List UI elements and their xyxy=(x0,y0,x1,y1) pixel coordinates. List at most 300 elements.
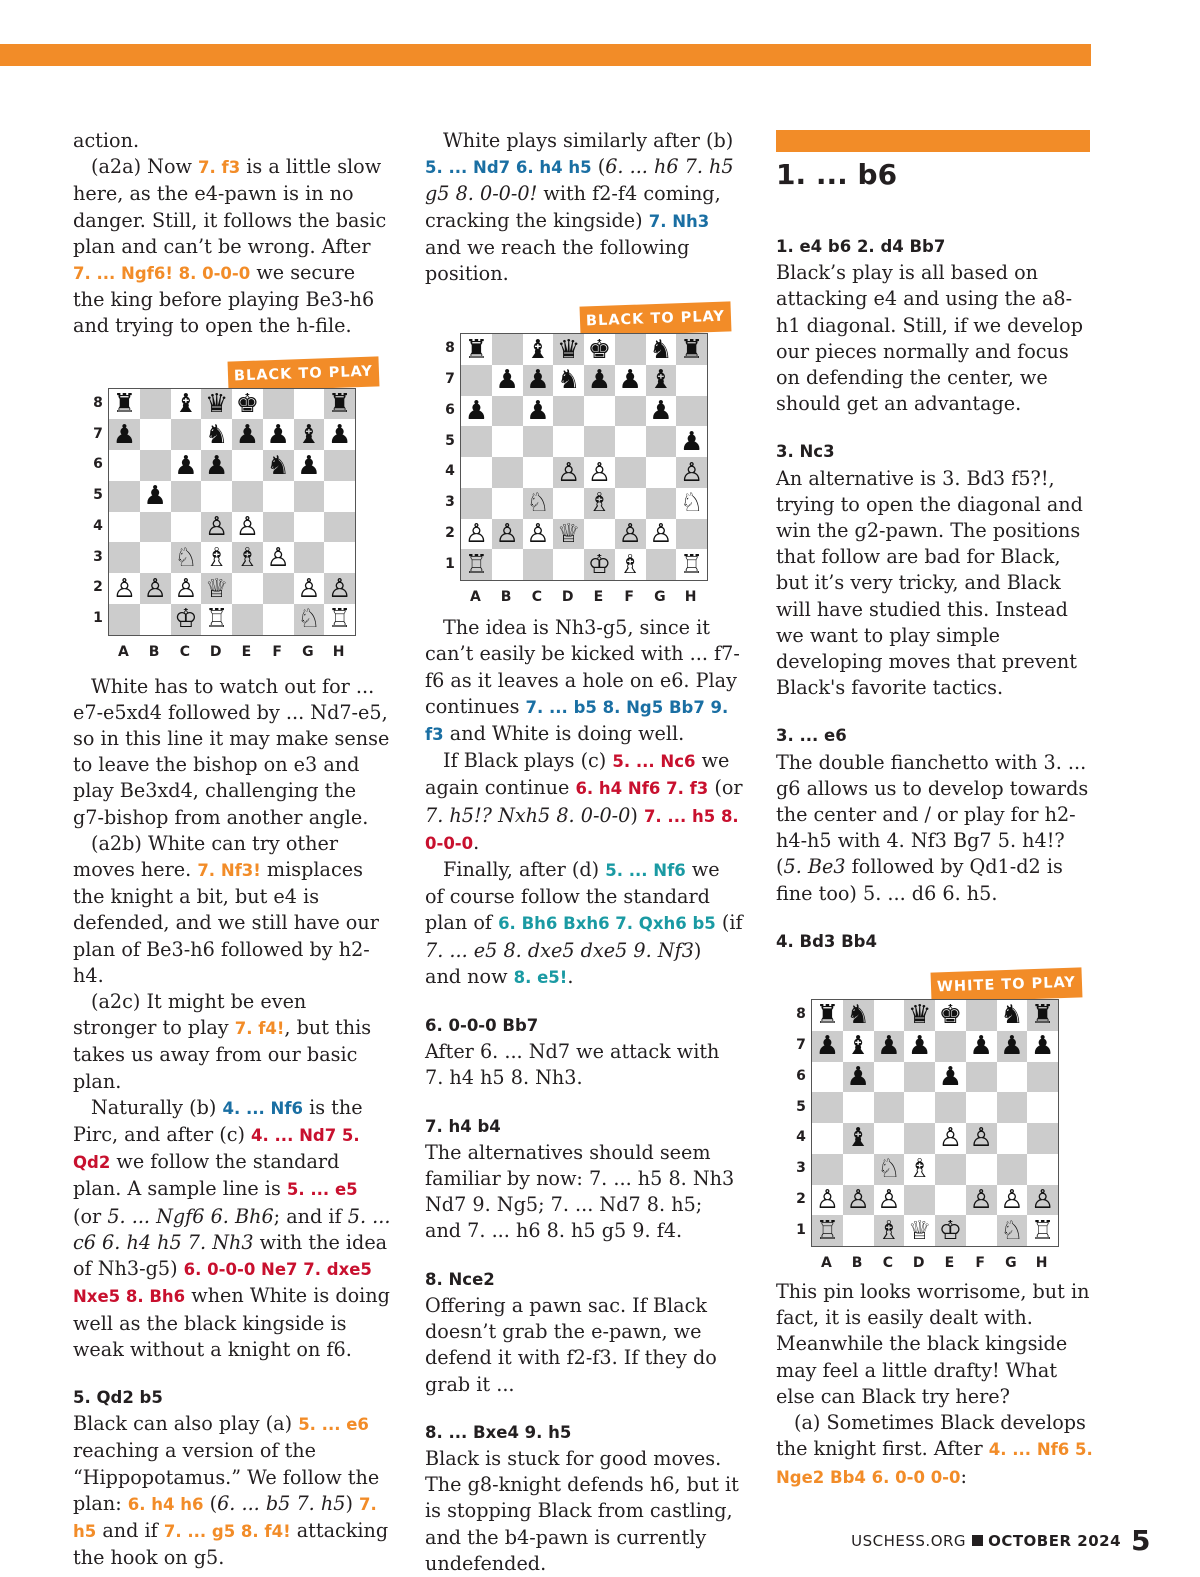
black-knight-icon: ♞ xyxy=(846,1000,870,1031)
board-square xyxy=(461,365,492,396)
board-square xyxy=(461,334,492,365)
issue-month: OCTOBER 2024 xyxy=(988,1532,1122,1550)
white-queen-icon: ♕ xyxy=(556,519,581,550)
board-square xyxy=(263,512,294,543)
move-heading: 1. e4 b6 2. d4 Bb7 xyxy=(776,237,946,256)
board-square xyxy=(584,396,615,427)
board-square xyxy=(523,334,554,365)
board-square xyxy=(997,1185,1028,1216)
black-pawn-icon: ♟ xyxy=(938,1061,963,1092)
black-knight-icon: ♞ xyxy=(204,419,229,450)
board-square xyxy=(1027,1154,1058,1185)
board-square xyxy=(523,396,554,427)
paragraph: Naturally (b) 4. ... Nf6 is the Pirc, and after (c) 4. ... Nd7 5. Qd2 we follow the standard plan. A sample line is 5. ... e5 (or 5. ... Ngf6 6. Bh6; and if 5. ... c6 6. h4 h5 7. Nh3 with the idea of Nh3-g5) 6. 0-0-0 Ne7 7. dxe5 Nxe5 8. Bh6 when White is doing well as the black kingside is weak without a knight on f6. xyxy=(73,1095,391,1361)
board-square xyxy=(904,1092,935,1123)
paragraph: The double fianchetto with 3. ... g6 allows us to develop towards the center and / or play for h2-h4-h5 with 4. Nf3 Bg7 5. h4!? (5. Be3 followed by Qd1-d2 is fine too) 5. ... d6 6. h5. xyxy=(776,750,1089,905)
board-square xyxy=(874,1062,905,1093)
paragraph: This pin looks worrisome, but in fact, it is easily dealt with. Meanwhile the black kingside may feel a little drafty! What else can Black try here? xyxy=(776,1280,1090,1408)
black-queen-icon: ♛ xyxy=(556,334,581,365)
white-rook-icon: ♖ xyxy=(327,604,352,635)
section-title: 1. ... b6 xyxy=(776,158,898,191)
board-square xyxy=(232,481,263,512)
board-square xyxy=(109,512,140,543)
board-square xyxy=(1027,1185,1058,1216)
white-pawn-icon: ♙ xyxy=(1030,1184,1055,1215)
board-square xyxy=(324,573,355,604)
black-pawn-icon: ♟ xyxy=(526,365,550,396)
board-square xyxy=(676,457,707,488)
white-bishop-icon: ♗ xyxy=(618,549,642,580)
board-square xyxy=(874,1031,905,1062)
board-square xyxy=(201,481,232,512)
chess-board xyxy=(108,388,356,636)
page-number: 5 xyxy=(1131,1524,1151,1557)
board-square xyxy=(201,419,232,450)
column-3 xyxy=(776,130,1094,1491)
site-name: USCHESS.ORG xyxy=(851,1532,967,1550)
board-square xyxy=(966,1154,997,1185)
board-square xyxy=(812,1215,843,1246)
board-square xyxy=(676,549,707,580)
board-square xyxy=(935,1092,966,1123)
white-pawn-icon: ♙ xyxy=(464,519,489,550)
white-rook-icon: ♖ xyxy=(679,549,704,580)
board-square xyxy=(646,457,677,488)
board-square xyxy=(324,512,355,543)
black-pawn-icon: ♟ xyxy=(526,396,550,427)
board-square xyxy=(140,573,171,604)
paragraph: Black’s play is all based on attacking e4 and using the a8-h1 diagonal. Still, if we develop our pieces normally and focus on defending the center, we should get an advantage. xyxy=(776,261,1083,416)
white-pawn-icon: ♙ xyxy=(266,542,290,573)
board-square xyxy=(615,426,646,457)
board-square xyxy=(523,519,554,550)
black-bishop-icon: ♝ xyxy=(297,419,321,450)
board-square xyxy=(171,481,202,512)
board-square xyxy=(966,1215,997,1246)
board-square xyxy=(966,1092,997,1123)
paragraph: (a2a) Now 7. f3 is a little slow here, as the e4-pawn is in no danger. Still, it follows the basic plan and can’t be wrong. After 7. ... Ngf6! 8. 0-0-0 we secure the king before playing Be3-h6 and trying to open the h-file. xyxy=(73,155,387,338)
board-square xyxy=(874,1154,905,1185)
paragraph: (a) Sometimes Black develops the knight first. After 4. ... Nf6 5. Nge2 Bb4 6. 0-0 0-0: xyxy=(776,1411,1093,1488)
white-pawn-icon: ♙ xyxy=(174,573,198,604)
board-square xyxy=(461,488,492,519)
rank-labels: 8 7 6 5 4 3 2 1 xyxy=(445,340,455,572)
board-square xyxy=(812,1123,843,1154)
white-pawn-icon: ♙ xyxy=(143,573,167,604)
black-knight-icon: ♞ xyxy=(649,334,673,365)
board-square xyxy=(492,488,523,519)
page-footer xyxy=(851,1524,1151,1557)
white-rook-icon: ♖ xyxy=(1030,1215,1055,1246)
rank-labels: 8 7 6 5 4 3 2 1 xyxy=(796,1006,806,1238)
board-square xyxy=(171,389,202,420)
board-square xyxy=(843,1092,874,1123)
board-square xyxy=(523,549,554,580)
white-pawn-icon: ♙ xyxy=(1000,1184,1024,1215)
board-square xyxy=(904,1123,935,1154)
board-square xyxy=(646,426,677,457)
board-square xyxy=(1027,1123,1058,1154)
board-square xyxy=(812,1185,843,1216)
white-knight-icon: ♘ xyxy=(297,604,321,635)
black-pawn-icon: ♟ xyxy=(969,1031,993,1062)
board-square xyxy=(294,419,325,450)
black-knight-icon: ♞ xyxy=(266,450,290,481)
white-pawn-icon: ♙ xyxy=(618,519,642,550)
paragraph: If Black plays (c) 5. ... Nc6 we again continue 6. h4 Nf6 7. f3 (or 7. h5!? Nxh5 8. 0-0-0) 7. ... h5 8. 0-0-0. xyxy=(425,749,743,854)
board-square xyxy=(584,334,615,365)
white-knight-icon: ♘ xyxy=(679,488,704,519)
white-knight-icon: ♘ xyxy=(174,542,198,573)
board-square xyxy=(109,481,140,512)
board-square xyxy=(676,519,707,550)
board-square xyxy=(553,426,584,457)
black-rook-icon: ♜ xyxy=(327,389,352,419)
board-square xyxy=(553,365,584,396)
board-square xyxy=(584,426,615,457)
black-pawn-icon: ♟ xyxy=(327,419,352,450)
board-square xyxy=(324,450,355,481)
paragraph: An alternative is 3. Bd3 f5?!, trying to open the diagonal and win the g2-pawn. The positions that follow are bad for Black, but it’s very tricky, and Black will have studied this. Instead we want to play simple developing moves that prevent Black's favorite tactics. xyxy=(776,466,1083,700)
board-square xyxy=(843,1062,874,1093)
board-square xyxy=(294,389,325,420)
board-square xyxy=(294,450,325,481)
black-rook-icon: ♜ xyxy=(464,334,489,365)
board-square xyxy=(461,549,492,580)
board-square xyxy=(294,542,325,573)
board-square xyxy=(461,396,492,427)
black-knight-icon: ♞ xyxy=(556,365,581,396)
white-queen-icon: ♕ xyxy=(204,573,229,604)
board-square xyxy=(1027,1092,1058,1123)
black-pawn-icon: ♟ xyxy=(1030,1031,1055,1062)
column-1 xyxy=(73,128,391,1571)
rank-labels: 8 7 6 5 4 3 2 1 xyxy=(93,394,103,627)
white-pawn-icon: ♙ xyxy=(969,1123,993,1154)
black-queen-icon: ♛ xyxy=(204,389,229,419)
board-square xyxy=(263,481,294,512)
black-bishop-icon: ♝ xyxy=(174,389,198,419)
paragraph: Black is stuck for good moves. The g8-knight defends h6, but it is stopping Black from castling, and the b4-pawn is currently undefended. xyxy=(425,1446,739,1575)
board-square xyxy=(935,1031,966,1062)
board-square xyxy=(232,419,263,450)
board-square xyxy=(294,481,325,512)
board-square xyxy=(584,488,615,519)
black-rook-icon: ♜ xyxy=(1030,1000,1055,1031)
paragraph: White has to watch out for ... e7-e5xd4 followed by ... Nd7-e5, so in this line it may make sense to leave the bishop on e3 and play Be3xd4, challenging the g7-bishop from another angle. xyxy=(73,674,390,829)
board-square xyxy=(874,1092,905,1123)
paragraph: (a2b) White can try other moves here. 7. Nf3! misplaces the knight a bit, but e4 is defended, and we still have our plan of Be3-h6 followed by h2-h4. xyxy=(73,831,379,987)
black-bishop-icon: ♝ xyxy=(846,1031,870,1062)
paragraph: Black can also play (a) 5. ... e6 reaching a version of the “Hippopotamus.” We follow the plan: 6. h4 h6 (6. ... b5 7. h5) 7. h5 and if 7. ... g5 8. f4! attacking the hook on g5. xyxy=(73,1412,389,1570)
board-square xyxy=(935,1215,966,1246)
board-square xyxy=(966,1185,997,1216)
move-heading: 3. ... e6 xyxy=(776,726,847,746)
board-square xyxy=(584,549,615,580)
board-square xyxy=(615,488,646,519)
board-square xyxy=(843,1031,874,1062)
board-square xyxy=(171,604,202,635)
white-knight-icon: ♘ xyxy=(877,1154,901,1185)
column-2 xyxy=(425,128,743,1577)
board-square xyxy=(935,1123,966,1154)
white-pawn-icon: ♙ xyxy=(969,1184,993,1215)
board-square xyxy=(584,519,615,550)
paragraph: The alternatives should seem familiar by now: 7. ... h5 8. Nh3 Nd7 9. Ng5; 7. ... Nd7 8. h5; and 7. ... h6 8. h5 g5 9. f4. xyxy=(425,1140,735,1243)
board-square xyxy=(646,365,677,396)
black-pawn-icon: ♟ xyxy=(266,419,290,450)
black-pawn-icon: ♟ xyxy=(649,396,673,427)
board-square xyxy=(140,512,171,543)
board-square xyxy=(109,419,140,450)
board-square xyxy=(523,365,554,396)
to-play-banner: BLACK TO PLAY xyxy=(228,356,380,391)
board-square xyxy=(324,419,355,450)
board-square xyxy=(904,1031,935,1062)
board-square xyxy=(523,488,554,519)
board-square xyxy=(904,1185,935,1216)
white-pawn-icon: ♙ xyxy=(526,519,550,550)
black-pawn-icon: ♟ xyxy=(143,481,167,512)
white-pawn-icon: ♙ xyxy=(846,1184,870,1215)
board-square xyxy=(492,549,523,580)
board-square xyxy=(812,1031,843,1062)
board-square xyxy=(843,1154,874,1185)
white-pawn-icon: ♙ xyxy=(235,512,260,542)
file-labels: A B C D E F G H xyxy=(469,589,697,606)
black-king-icon: ♚ xyxy=(587,334,612,365)
white-bishop-icon: ♗ xyxy=(587,488,612,519)
board-square xyxy=(935,1154,966,1185)
black-pawn-icon: ♟ xyxy=(495,365,519,396)
white-pawn-icon: ♙ xyxy=(679,457,704,488)
board-square xyxy=(109,542,140,573)
board-square xyxy=(935,1185,966,1216)
paragraph: action. xyxy=(73,129,140,152)
black-queen-icon: ♛ xyxy=(907,1000,932,1031)
board-square xyxy=(201,604,232,635)
board-square xyxy=(263,542,294,573)
board-square xyxy=(294,604,325,635)
black-pawn-icon: ♟ xyxy=(235,419,260,450)
board-square xyxy=(171,573,202,604)
white-pawn-icon: ♙ xyxy=(204,512,229,542)
white-pawn-icon: ♙ xyxy=(587,457,612,488)
black-rook-icon: ♜ xyxy=(679,334,704,365)
board-square xyxy=(140,542,171,573)
board-square xyxy=(109,604,140,635)
board-square xyxy=(997,1000,1028,1031)
board-square xyxy=(997,1031,1028,1062)
white-king-icon: ♔ xyxy=(938,1215,963,1246)
board-square xyxy=(676,488,707,519)
black-pawn-icon: ♟ xyxy=(587,365,612,396)
white-king-icon: ♔ xyxy=(587,549,612,580)
board-square xyxy=(966,1123,997,1154)
white-knight-icon: ♘ xyxy=(526,488,550,519)
board-square xyxy=(201,573,232,604)
black-king-icon: ♚ xyxy=(938,1000,963,1031)
board-square xyxy=(615,365,646,396)
black-bishop-icon: ♝ xyxy=(526,334,550,365)
board-square xyxy=(676,396,707,427)
white-king-icon: ♔ xyxy=(174,604,198,635)
board-square xyxy=(232,573,263,604)
board-square xyxy=(492,334,523,365)
board-square xyxy=(966,1031,997,1062)
board-square xyxy=(171,512,202,543)
board-square xyxy=(874,1215,905,1246)
board-square xyxy=(492,396,523,427)
paragraph: (a2c) It might be even stronger to play 7. f4!, but this takes us away from our basic plan. xyxy=(73,990,372,1093)
black-bishop-icon: ♝ xyxy=(846,1123,870,1154)
board-square xyxy=(997,1092,1028,1123)
board-square xyxy=(997,1215,1028,1246)
black-pawn-icon: ♟ xyxy=(877,1031,901,1062)
to-play-banner: BLACK TO PLAY xyxy=(580,302,732,337)
board-square xyxy=(904,1000,935,1031)
board-square xyxy=(201,542,232,573)
chess-diagram-3 xyxy=(776,967,1077,1272)
board-square xyxy=(201,389,232,420)
white-pawn-icon: ♙ xyxy=(556,457,581,488)
board-square xyxy=(553,396,584,427)
board-square xyxy=(232,389,263,420)
board-square xyxy=(140,481,171,512)
white-rook-icon: ♖ xyxy=(204,604,229,635)
section-accent-bar xyxy=(776,130,1090,152)
paragraph: White plays similarly after (b) 5. ... Nd7 6. h4 h5 (6. ... h6 7. h5 g5 8. 0-0-0! with f2-f4 coming, cracking the kingside) 7. Nh3 and we reach the following position. xyxy=(425,129,734,286)
board-square xyxy=(171,450,202,481)
black-pawn-icon: ♟ xyxy=(464,396,489,427)
board-square xyxy=(615,396,646,427)
white-bishop-icon: ♗ xyxy=(907,1154,932,1185)
board-square xyxy=(263,604,294,635)
board-square xyxy=(615,549,646,580)
board-square xyxy=(1027,1215,1058,1246)
board-square xyxy=(294,573,325,604)
board-square xyxy=(1027,1000,1058,1031)
board-square xyxy=(232,450,263,481)
black-pawn-icon: ♟ xyxy=(815,1031,840,1062)
move-heading: 8. Nce2 xyxy=(425,1269,495,1289)
board-square xyxy=(646,488,677,519)
board-square xyxy=(109,450,140,481)
board-square xyxy=(171,419,202,450)
board-square xyxy=(843,1123,874,1154)
chess-diagram-1 xyxy=(73,356,374,660)
board-square xyxy=(646,396,677,427)
board-square xyxy=(324,542,355,573)
board-square xyxy=(874,1123,905,1154)
move-heading: 8. ... Bxe4 9. h5 xyxy=(425,1422,572,1442)
black-pawn-icon: ♟ xyxy=(174,450,198,481)
board-square xyxy=(171,542,202,573)
square-bullet-icon xyxy=(972,1535,983,1546)
board-square xyxy=(553,334,584,365)
board-square xyxy=(997,1123,1028,1154)
board-square xyxy=(874,1000,905,1031)
board-square xyxy=(553,457,584,488)
paragraph: The idea is Nh3-g5, since it can’t easily be kicked with ... f7-f6 as it leaves a hole on e6. Play continues 7. ... b5 8. Ng5 Bb7 9. f3 and White is doing well. xyxy=(425,616,740,746)
board-square xyxy=(461,457,492,488)
board-square xyxy=(523,457,554,488)
board-square xyxy=(584,365,615,396)
black-rook-icon: ♜ xyxy=(112,389,137,419)
board-square xyxy=(553,519,584,550)
board-square xyxy=(676,334,707,365)
paragraph: After 6. ... Nd7 we attack with 7. h4 h5 8. Nh3. xyxy=(425,1040,720,1090)
board-square xyxy=(584,457,615,488)
header-accent-bar xyxy=(0,44,1091,66)
white-rook-icon: ♖ xyxy=(464,549,489,580)
white-pawn-icon: ♙ xyxy=(495,519,519,550)
board-square xyxy=(812,1092,843,1123)
board-square xyxy=(461,519,492,550)
board-square xyxy=(843,1185,874,1216)
board-square xyxy=(997,1062,1028,1093)
paragraph: Finally, after (d) 5. ... Nf6 we of course follow the standard plan of 6. Bh6 Bxh6 7. Qxh6 b5 (if 7. ... e5 8. dxe5 dxe5 9. Nf3) and now 8. e5!. xyxy=(425,858,743,988)
white-pawn-icon: ♙ xyxy=(815,1184,840,1215)
white-pawn-icon: ♙ xyxy=(112,573,137,604)
board-square xyxy=(1027,1031,1058,1062)
board-square xyxy=(615,519,646,550)
board-square xyxy=(615,334,646,365)
chess-board xyxy=(460,333,708,581)
board-square xyxy=(874,1185,905,1216)
move-heading: 4. Bd3 Bb4 xyxy=(776,931,877,951)
board-square xyxy=(140,450,171,481)
board-square xyxy=(140,419,171,450)
board-square xyxy=(263,389,294,420)
board-square xyxy=(935,1000,966,1031)
board-square xyxy=(904,1062,935,1093)
white-bishop-icon: ♗ xyxy=(235,542,260,573)
black-pawn-icon: ♟ xyxy=(1000,1031,1024,1062)
board-square xyxy=(263,419,294,450)
board-square xyxy=(324,604,355,635)
board-square xyxy=(201,512,232,543)
board-square xyxy=(904,1154,935,1185)
black-pawn-icon: ♟ xyxy=(679,426,704,457)
board-square xyxy=(324,389,355,420)
board-square xyxy=(904,1215,935,1246)
board-square xyxy=(1027,1062,1058,1093)
board-square xyxy=(263,573,294,604)
board-square xyxy=(676,426,707,457)
board-square xyxy=(646,334,677,365)
white-pawn-icon: ♙ xyxy=(938,1123,963,1154)
board-square xyxy=(966,1000,997,1031)
paragraph: Offering a pawn sac. If Black doesn’t grab the e-pawn, we defend it with f2-f3. If they do grab it ... xyxy=(425,1293,717,1396)
board-square xyxy=(843,1215,874,1246)
black-rook-icon: ♜ xyxy=(815,1000,840,1031)
white-pawn-icon: ♙ xyxy=(877,1184,901,1215)
board-square xyxy=(523,426,554,457)
move-heading: 7. h4 b4 xyxy=(425,1116,501,1136)
board-square xyxy=(140,389,171,420)
board-square xyxy=(492,519,523,550)
board-square xyxy=(843,1000,874,1031)
board-square xyxy=(140,604,171,635)
board-square xyxy=(812,1154,843,1185)
board-square xyxy=(646,519,677,550)
black-king-icon: ♚ xyxy=(235,389,260,419)
board-square xyxy=(997,1154,1028,1185)
board-square xyxy=(492,365,523,396)
white-bishop-icon: ♗ xyxy=(204,542,229,573)
move-heading: 5. Qd2 b5 xyxy=(73,1387,163,1407)
